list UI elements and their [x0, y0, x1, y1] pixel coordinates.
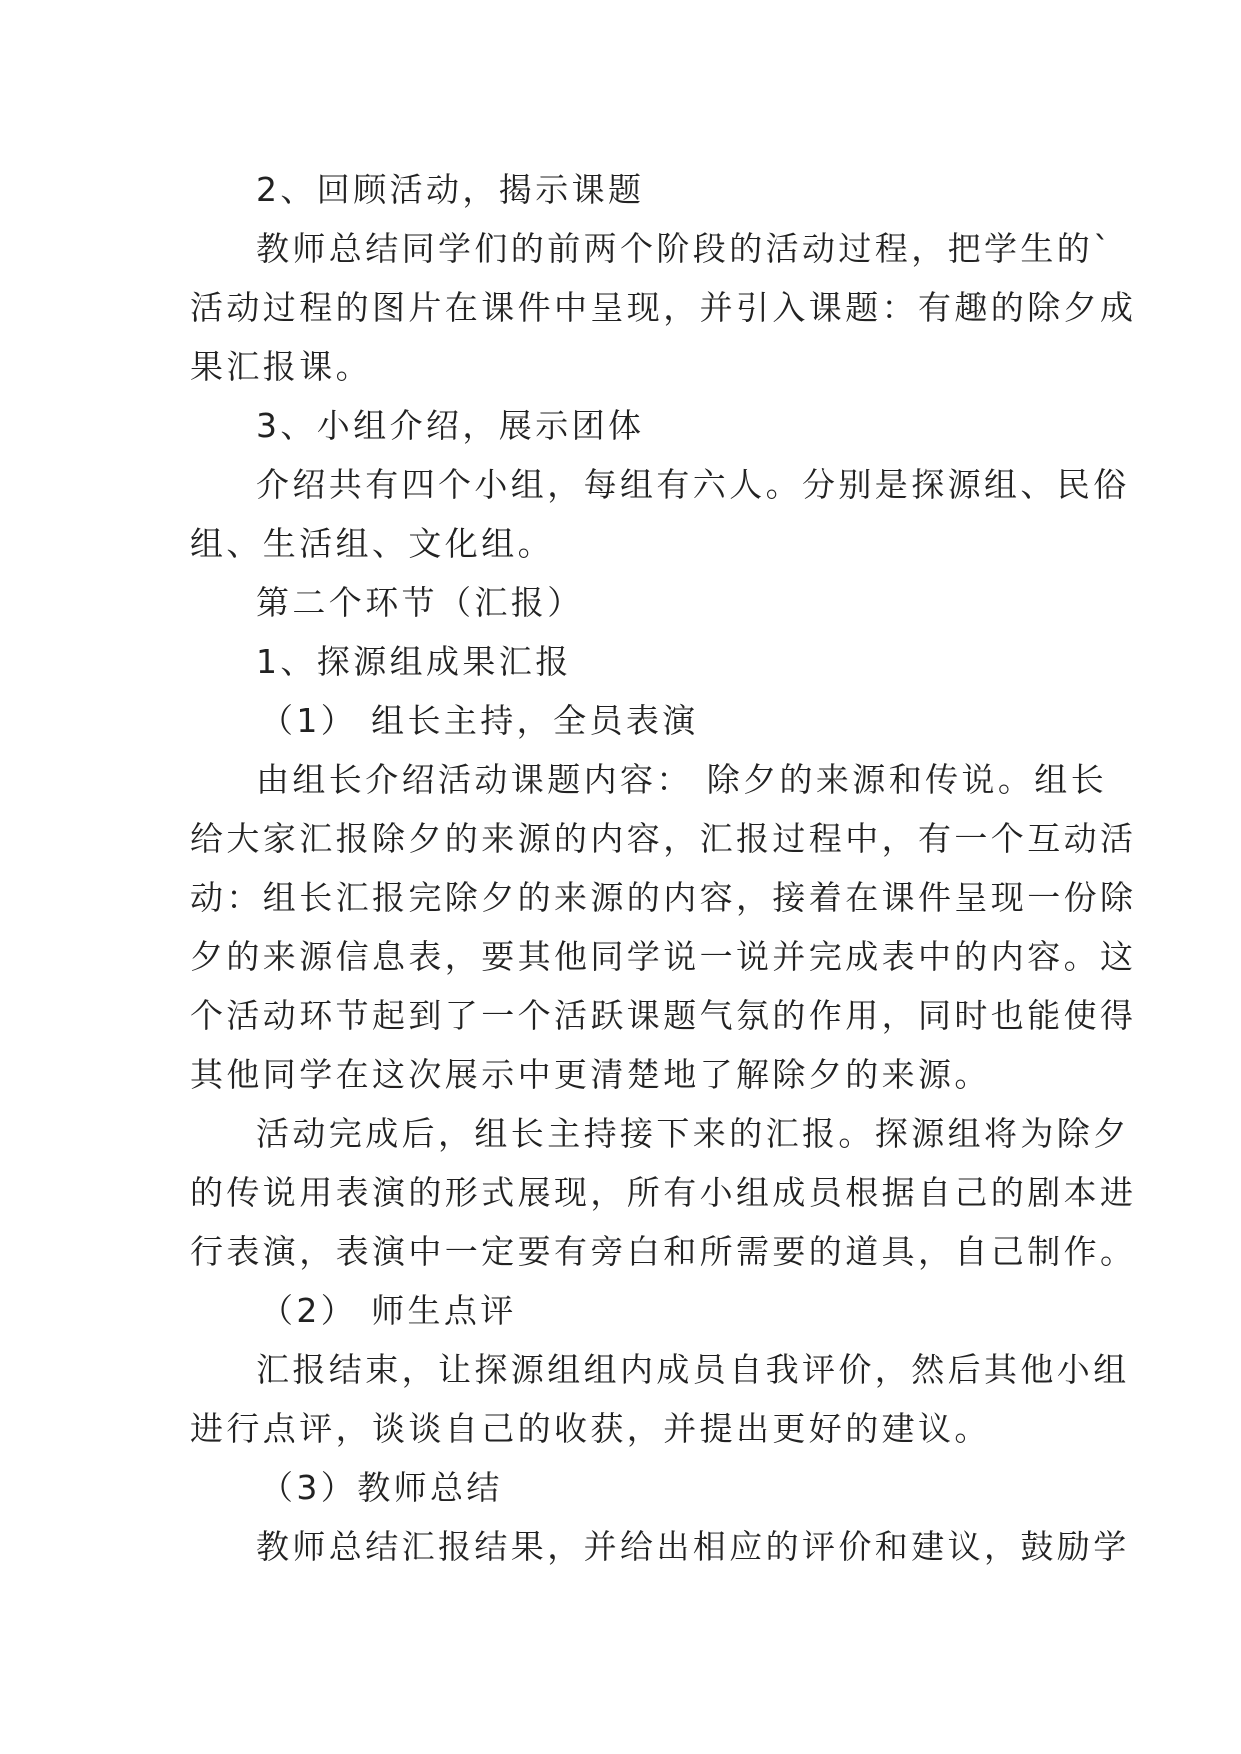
subheading-leader-hosts: （1） 组长主持，全员表演	[260, 701, 699, 740]
paragraph-line: 活动过程的图片在课件中呈现，并引入课题：有趣的除夕成	[190, 288, 1137, 327]
paragraph-line: 给大家汇报除夕的来源的内容，汇报过程中，有一个互动活	[190, 819, 1137, 858]
paragraph-line: 介绍共有四个小组，每组有六人。分别是探源组、民俗	[256, 465, 1130, 504]
paragraph-line: 组、生活组、文化组。	[190, 524, 554, 563]
paragraph-line: 动：组长汇报完除夕的来源的内容，接着在课件呈现一份除	[190, 878, 1137, 917]
paragraph-line: 汇报结束，让探源组组内成员自我评价，然后其他小组	[256, 1350, 1130, 1389]
paragraph-line: 其他同学在这次展示中更清楚地了解除夕的来源。	[190, 1055, 991, 1094]
paragraph-line: 进行点评，谈谈自己的收获，并提出更好的建议。	[190, 1409, 991, 1448]
paragraph-line: 由组长介绍活动课题内容： 除夕的来源和传说。组长	[256, 760, 1108, 799]
paragraph-line: 个活动环节起到了一个活跃课题气氛的作用，同时也能使得	[190, 996, 1137, 1035]
paragraph-line: 果汇报课。	[190, 347, 372, 386]
heading-second-stage: 第二个环节（汇报）	[256, 583, 584, 622]
paragraph-line: 的传说用表演的形式展现，所有小组成员根据自己的剧本进	[190, 1173, 1137, 1212]
paragraph-line: 夕的来源信息表，要其他同学说一说并完成表中的内容。这	[190, 937, 1137, 976]
document-body	[190, 160, 1137, 1576]
paragraph-line: 教师总结同学们的前两个阶段的活动过程，把学生的`	[256, 229, 1114, 268]
heading-group-intro: 3、小组介绍，展示团体	[256, 406, 645, 445]
paragraph-line: 行表演，表演中一定要有旁白和所需要的道具，自己制作。	[190, 1232, 1137, 1271]
paragraph-line: 教师总结汇报结果，并给出相应的评价和建议，鼓励学	[256, 1527, 1130, 1566]
subheading-teacher-summary: （3）教师总结	[260, 1468, 503, 1507]
paragraph-line: 活动完成后，组长主持接下来的汇报。探源组将为除夕	[256, 1114, 1130, 1153]
heading-origin-group-report: 1、探源组成果汇报	[256, 642, 572, 681]
heading-review-activity: 2、回顾活动，揭示课题	[256, 170, 645, 209]
subheading-review: （2） 师生点评	[260, 1291, 517, 1330]
